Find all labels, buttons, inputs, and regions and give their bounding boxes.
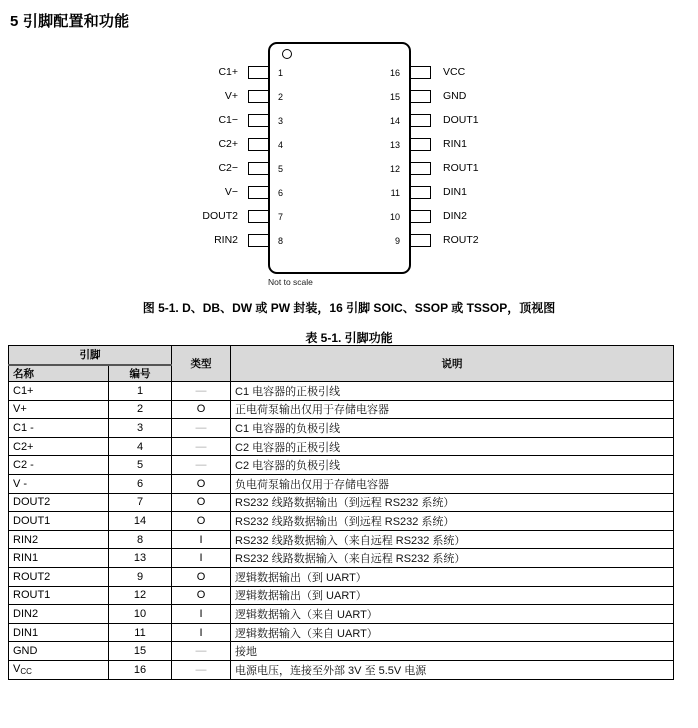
pin-label: C1−	[218, 114, 238, 126]
table-row	[9, 530, 674, 549]
pin-label: C2+	[218, 138, 238, 150]
pin-number-cell: 14	[109, 512, 172, 531]
pin-description-cell: RS232 线路数据输入（来自远程 RS232 系统）	[231, 530, 674, 549]
pin-name-cell: DIN2	[9, 605, 109, 624]
pin-description-cell: C2 电容器的正极引线	[231, 437, 674, 456]
table-row	[9, 623, 674, 642]
pin-name-cell: V+	[9, 400, 109, 419]
pin-type-cell: O	[172, 493, 231, 512]
pin-lead-13	[411, 138, 431, 151]
pin-label: DIN1	[443, 186, 467, 198]
pin-type-cell: O	[172, 474, 231, 493]
pin-number-cell: 8	[109, 530, 172, 549]
pin-lead-1	[248, 66, 268, 79]
section-title: 5 引脚配置和功能	[10, 13, 130, 30]
pin-functions-table	[8, 345, 674, 680]
pin-number: 10	[389, 212, 400, 222]
pin-description-cell: C2 电容器的负极引线	[231, 456, 674, 475]
pin-description-cell: RS232 线路数据输出（到远程 RS232 系统）	[231, 493, 674, 512]
pin-number: 6	[278, 188, 284, 198]
pin-type-cell: I	[172, 605, 231, 624]
pin-label: ROUT1	[443, 162, 479, 174]
pin-name-cell: GND	[9, 642, 109, 661]
pin-lead-12	[411, 162, 431, 175]
table-row	[9, 567, 674, 586]
pin-label: DOUT1	[443, 114, 479, 126]
pin-number: 7	[278, 212, 284, 222]
pin-label: V−	[224, 186, 238, 198]
pin-name-text: V	[13, 663, 21, 676]
pin-number-cell: 10	[109, 605, 172, 624]
table-row	[9, 586, 674, 605]
pin-lead-9	[411, 234, 431, 247]
pin-description-cell: C1 电容器的负极引线	[231, 419, 674, 438]
pin-number: 15	[389, 92, 400, 102]
pin-number: 3	[278, 116, 284, 126]
table-row	[9, 605, 674, 624]
pin-number-cell: 7	[109, 493, 172, 512]
pin-number-cell: 2	[109, 400, 172, 419]
pin-number: 13	[389, 140, 400, 150]
pin-lead-6	[248, 186, 268, 199]
pin-label: RIN2	[214, 234, 238, 246]
pin-label: ROUT2	[443, 234, 479, 246]
table-row	[9, 437, 674, 456]
pin-type-cell: —	[172, 642, 231, 661]
pin-description-cell: C1 电容器的正极引线	[231, 382, 674, 401]
pin-type-cell: O	[172, 400, 231, 419]
pin-number-cell: 3	[109, 419, 172, 438]
pin-description-cell: 接地	[231, 642, 674, 661]
pin-description-cell: 逻辑数据输出（到 UART）	[231, 586, 674, 605]
pin-number-cell: 1	[109, 382, 172, 401]
table-row	[9, 456, 674, 475]
table-row	[9, 512, 674, 531]
pin-name-cell: C2+	[9, 437, 109, 456]
pin-lead-5	[248, 162, 268, 175]
pin-number: 5	[278, 164, 284, 174]
header-name: 名称	[9, 365, 109, 382]
pin-type-cell: —	[172, 419, 231, 438]
pin-number: 2	[278, 92, 284, 102]
pin-label: DIN2	[443, 210, 467, 222]
header-type: 类型	[172, 346, 231, 382]
pin-number-cell: 5	[109, 456, 172, 475]
pin-number: 8	[278, 236, 284, 246]
not-to-scale-note: Not to scale	[268, 277, 313, 287]
pin-name-cell: DIN1	[9, 623, 109, 642]
pin-number-cell: 13	[109, 549, 172, 568]
pin-number-cell: 4	[109, 437, 172, 456]
pin-name-cell: C2 -	[9, 456, 109, 475]
pin-lead-4	[248, 138, 268, 151]
pin-number: 11	[390, 188, 400, 198]
pin-description-cell: 负电荷泵输出仅用于存储电容器	[231, 474, 674, 493]
table-row	[9, 474, 674, 493]
pin-name-cell: C1+	[9, 382, 109, 401]
pin-name-cell: V -	[9, 474, 109, 493]
pin-name-cell: RIN2	[9, 530, 109, 549]
pin-lead-2	[248, 90, 268, 103]
pin-type-cell: —	[172, 660, 231, 679]
pin-number-cell: 16	[109, 660, 172, 679]
pin-number: 1	[278, 68, 284, 78]
pin-lead-11	[411, 186, 431, 199]
pin-lead-14	[411, 114, 431, 127]
pin-name-cell: DOUT1	[9, 512, 109, 531]
pin-type-cell: I	[172, 623, 231, 642]
pin-label: C2−	[218, 162, 238, 174]
pin-type-cell: O	[172, 586, 231, 605]
pin-name-cell: C1 -	[9, 419, 109, 438]
pin-number: 9	[394, 236, 400, 246]
table-row	[9, 642, 674, 661]
table-row	[9, 549, 674, 568]
pin-name-cell	[9, 660, 109, 679]
pin-label: GND	[443, 90, 467, 102]
pin-label: RIN1	[443, 138, 467, 150]
pin-type-cell: —	[172, 456, 231, 475]
table-row	[9, 419, 674, 438]
pin-name-cell: DOUT2	[9, 493, 109, 512]
pin-description-cell: 电源电压，连接至外部 3V 至 5.5V 电源	[231, 660, 674, 679]
pin-lead-15	[411, 90, 431, 103]
table-caption: 表 5-1. 引脚功能	[305, 331, 393, 345]
pin-number: 4	[278, 140, 284, 150]
pin-label: V+	[224, 90, 238, 102]
pin-label: VCC	[443, 66, 466, 78]
table-row	[9, 660, 674, 679]
pin-lead-3	[248, 114, 268, 127]
pin-number: 12	[389, 164, 400, 174]
pin-description-cell: 正电荷泵输出仅用于存储电容器	[231, 400, 674, 419]
pin-description-cell: 逻辑数据输入（来自 UART）	[231, 623, 674, 642]
pin-type-cell: O	[172, 512, 231, 531]
header-description: 说明	[231, 346, 674, 382]
header-pin-group: 引脚	[9, 346, 172, 365]
pin-type-cell: O	[172, 567, 231, 586]
pin-name-cell: ROUT1	[9, 586, 109, 605]
pin-type-cell: I	[172, 530, 231, 549]
pin-description-cell: RS232 线路数据输出（到远程 RS232 系统）	[231, 512, 674, 531]
pin-lead-8	[248, 234, 268, 247]
pin-lead-7	[248, 210, 268, 223]
pin-description-cell: 逻辑数据输入（来自 UART）	[231, 605, 674, 624]
pin-number-cell: 12	[109, 586, 172, 605]
figure-caption: 图 5-1. D、DB、DW 或 PW 封装，16 引脚 SOIC、SSOP 或 TSSOP，顶视图	[142, 301, 556, 315]
table-row	[9, 493, 674, 512]
pin-number-cell: 15	[109, 642, 172, 661]
pin-name-cell: RIN1	[9, 549, 109, 568]
pin-number-cell: 6	[109, 474, 172, 493]
pin-description-cell: RS232 线路数据输入（来自远程 RS232 系统）	[231, 549, 674, 568]
pin-name-subscript: CC	[20, 667, 32, 677]
pin-number: 14	[389, 116, 400, 126]
pin-number-cell: 9	[109, 567, 172, 586]
table-row	[9, 400, 674, 419]
pin1-indicator-icon	[282, 49, 292, 59]
pin-name-cell: ROUT2	[9, 567, 109, 586]
pin-type-cell: I	[172, 549, 231, 568]
header-number: 编号	[109, 365, 172, 382]
pin-type-cell: —	[172, 437, 231, 456]
pin-number: 16	[389, 68, 400, 78]
pin-description-cell: 逻辑数据输出（到 UART）	[231, 567, 674, 586]
pin-lead-16	[411, 66, 431, 79]
pin-lead-10	[411, 210, 431, 223]
pin-label: DOUT2	[202, 210, 238, 222]
pin-label: C1+	[218, 66, 238, 78]
pin-type-cell: —	[172, 382, 231, 401]
pin-number-cell: 11	[109, 623, 172, 642]
table-row	[9, 382, 674, 401]
